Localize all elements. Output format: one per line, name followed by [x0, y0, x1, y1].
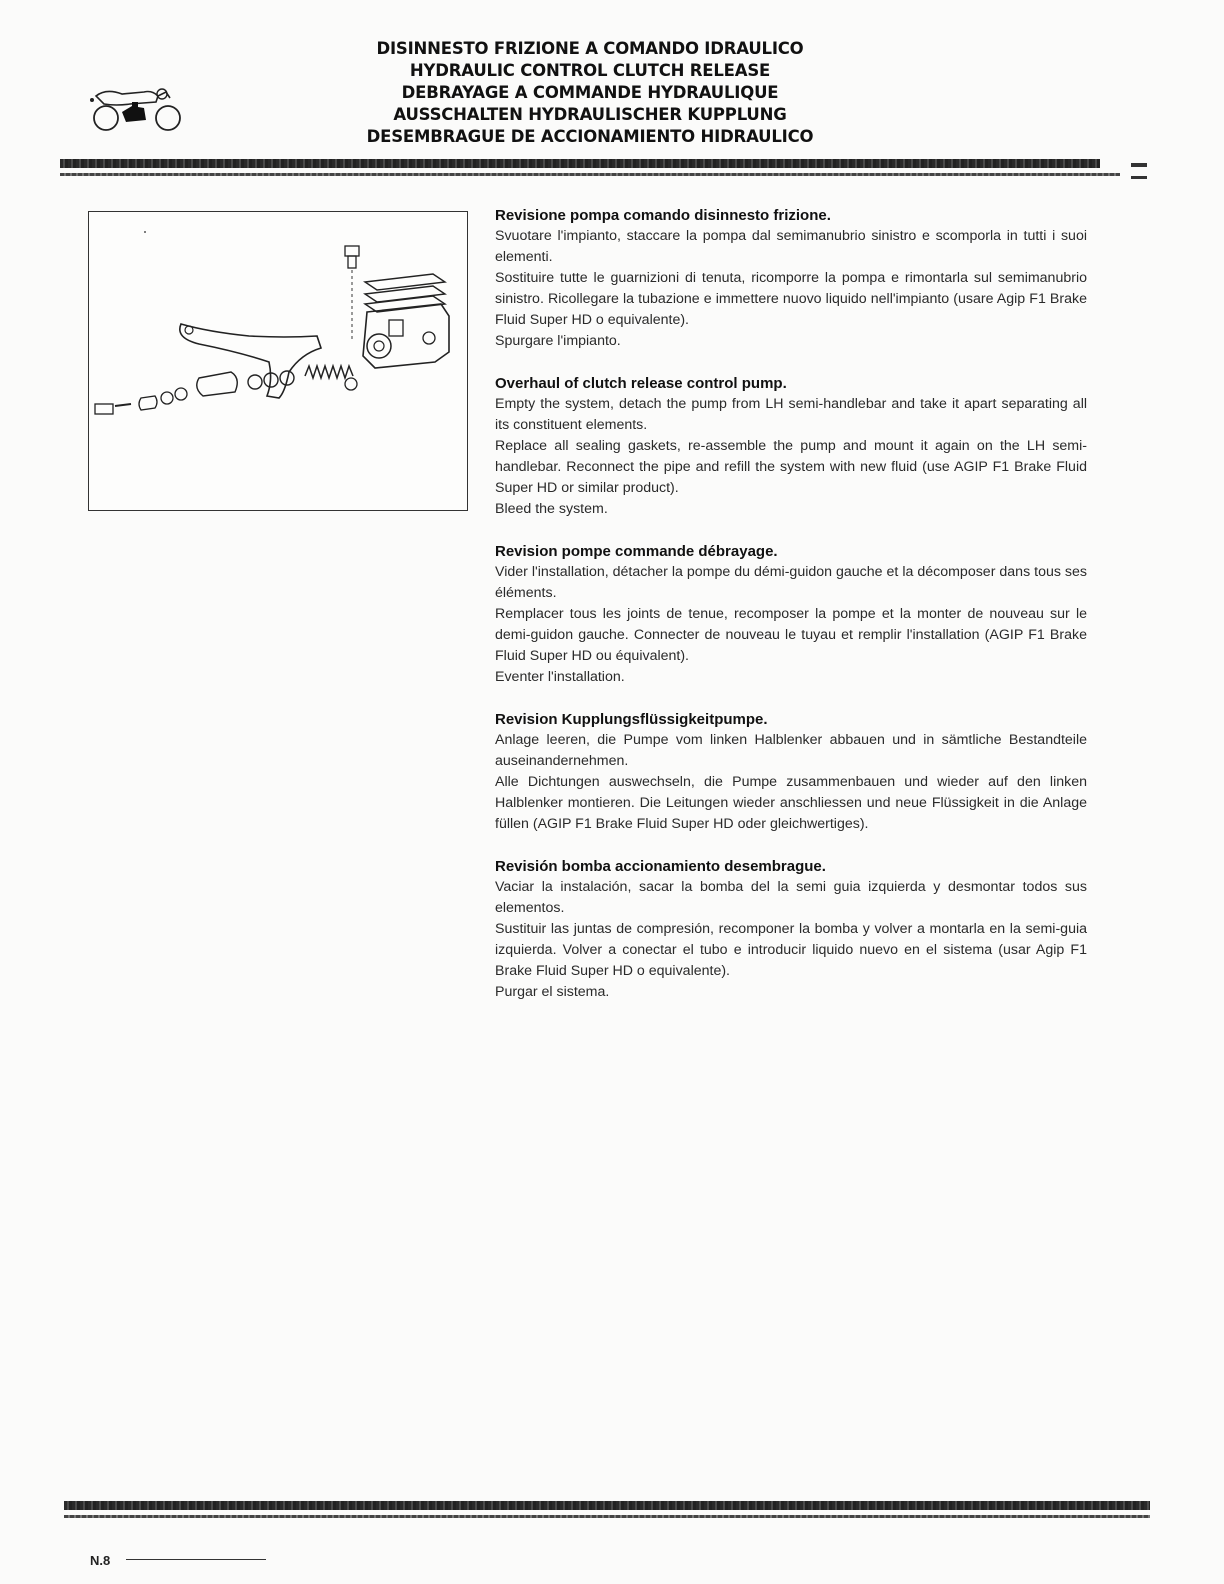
- section-heading: Revisione pompa comando disinnesto frizione.: [495, 207, 831, 224]
- title-german: AUSSCHALTEN HYDRAULISCHER KUPPLUNG: [393, 105, 787, 124]
- section-french: [495, 541, 1087, 688]
- section-italian: [495, 205, 1087, 352]
- footer-rule-thin: [64, 1515, 1150, 1518]
- section-paragraph: Svuotare l'impianto, staccare la pompa dal semimanubrio sinistro e scomporla in tutti i suoi elementi.: [495, 228, 1087, 265]
- section-heading: Revision Kupplungsflüssigkeitpumpe.: [495, 711, 768, 728]
- page-title-block: [330, 38, 850, 148]
- page-number: N.8: [90, 1553, 111, 1568]
- title-english: HYDRAULIC CONTROL CLUTCH RELEASE: [409, 61, 771, 80]
- edge-mark: [1131, 176, 1147, 179]
- section-spanish: [495, 856, 1087, 1003]
- section-heading: Revision pompe commande débrayage.: [495, 543, 778, 560]
- section-paragraph: Replace all sealing gaskets, re-assemble the pump and mount it again on the LH semi-handlebar. Reconnect the pipe and refill the system with new fluid (use AGIP F1 Brake Fluid Super HD or similar product).: [495, 438, 1087, 496]
- section-paragraph: Empty the system, detach the pump from LH semi-handlebar and take it apart separating all its constituent elements.: [495, 396, 1087, 433]
- clutch-pump-exploded-diagram-icon: [89, 212, 467, 510]
- instructions-column: [495, 205, 1087, 1024]
- footer-underline: [126, 1559, 266, 1560]
- header-rule-thin: [60, 173, 1120, 176]
- title-french: DEBRAYAGE A COMMANDE HYDRAULIQUE: [401, 83, 779, 102]
- section-paragraph: Bleed the system.: [495, 501, 608, 517]
- section-paragraph: Anlage leeren, die Pumpe vom linken Halblenker abbauen und in sämtliche Bestandteile auseinandernehmen.: [495, 732, 1087, 769]
- section-paragraph: Remplacer tous les joints de tenue, recomposer la pompe et la monter de nouveau sur le demi-guidon gauche. Connecter de nouveau le tuyau et remplir l'installation (AGIP F1 Brake Fluid Super HD ou équivalent).: [495, 606, 1087, 664]
- section-paragraph: Eventer l'installation.: [495, 669, 625, 685]
- clutch-pump-figure: [88, 211, 468, 511]
- section-heading: Overhaul of clutch release control pump.: [495, 375, 787, 392]
- section-heading: Revisión bomba accionamiento desembrague.: [495, 858, 826, 875]
- footer-rule: [64, 1501, 1150, 1510]
- section-paragraph: Vider l'installation, détacher la pompe du démi-guidon gauche et la décomposer dans tous ses éléments.: [495, 564, 1087, 601]
- title-spanish: DESEMBRAGUE DE ACCIONAMIENTO HIDRAULICO: [366, 127, 814, 146]
- section-paragraph: Purgar el sistema.: [495, 984, 610, 1000]
- edge-mark: [1131, 163, 1147, 167]
- section-paragraph: Spurgare l'impianto.: [495, 333, 621, 349]
- section-german: [495, 709, 1087, 835]
- title-italian: DISINNESTO FRIZIONE A COMANDO IDRAULICO: [376, 39, 804, 58]
- section-paragraph: Sostituire tutte le guarnizioni di tenuta, ricomporre la pompa e rimontarla sul semimanubrio sinistro. Ricollegare la tubazione e immettere nuovo liquido nell'impianto (usare Agip F1 Brake Fluid Super HD o equivalente).: [495, 270, 1087, 328]
- section-paragraph: Sustituir las juntas de compresión, recomponer la bomba y volver a montarla en la semi-guia izquierda. Volver a conectar el tubo e introducir liquido nuevo en el sistema (usar Agip F1 Brake Fluid Super HD o equivalente).: [495, 921, 1087, 979]
- section-paragraph: Alle Dichtungen auswechseln, die Pumpe zusammenbauen und wieder auf den linken Halblenker montieren. Die Leitungen wieder anschliessen und neue Flüssigkeit in die Anlage füllen (AGIP F1 Brake Fluid Super HD oder gleichwertiges).: [495, 774, 1087, 832]
- section-english: [495, 373, 1087, 520]
- section-paragraph: Vaciar la instalación, sacar la bomba del la semi guia izquierda y desmontar todos sus elementos.: [495, 879, 1087, 916]
- motorcycle-icon: [86, 82, 186, 134]
- header-rule: [60, 159, 1100, 168]
